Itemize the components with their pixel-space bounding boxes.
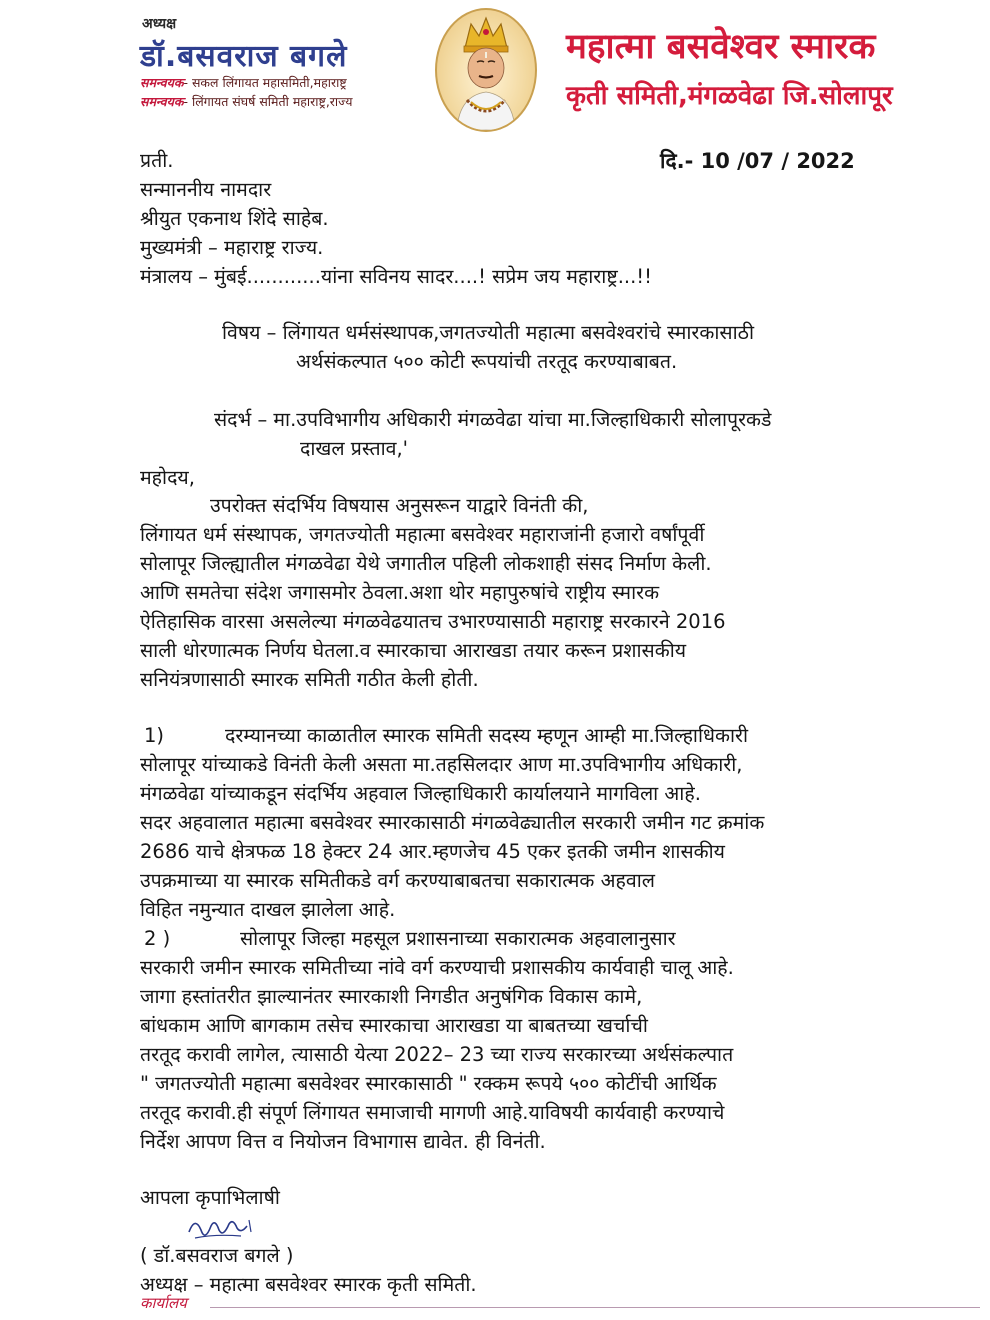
letter-date: दि.- 10 /07 / 2022 <box>660 149 855 173</box>
intro-line: सोलापूर जिल्ह्यातील मंगळवेढा येथे जगातील पहिली लोकशाही संसद निर्माण केली. <box>140 552 712 575</box>
point-2-number: 2 ) <box>144 927 171 950</box>
salutation: महोदय, <box>140 466 195 489</box>
reference-line: संदर्भ – मा.उपविभागीय अधिकारी मंगळवेढा यांचा मा.जिल्हाधिकारी सोलापूरकडे <box>214 408 772 431</box>
intro-line: आणि समतेचा संदेश जगासमोर ठेवला.अशा थोर महापुरुषांचे राष्ट्रीय स्मारक <box>140 581 660 604</box>
point-2-line: तरतूद करावी लागेल, त्यासाठी येत्या 2022– 23 च्या राज्य सरकारच्या अर्थसंकल्पात <box>140 1043 734 1066</box>
point-2-line: निर्देश आपण वित्त व नियोजन विभागास द्यावेत. ही विनंती. <box>140 1130 546 1153</box>
portrait-illustration <box>437 10 535 130</box>
point-2-line: " जगतज्योती महात्मा बसवेश्वर स्मारकासाठी " रक्कम रूपये ५०० कोटींची आर्थिक <box>140 1072 717 1095</box>
reference-line: दाखल प्रस्ताव,' <box>300 437 409 460</box>
recipient-line: मुख्यमंत्री – महाराष्ट्र राज्य. <box>140 236 324 259</box>
signatory-designation: अध्यक्ष – महात्मा बसवेश्वर स्मारक कृती समिती. <box>140 1273 477 1296</box>
point-1-line: सदर अहवालात महात्मा बसवेश्वर स्मारकासाठी मंगळवेढ्यातील सरकारी जमीन गट क्रमांक <box>140 811 765 834</box>
footer-divider <box>210 1307 980 1308</box>
point-2-line: तरतूद करावी.ही संपूर्ण लिंगायत समाजाची मागणी आहे.याविषयी कार्यवाही करण्याचे <box>140 1101 725 1124</box>
signatory-name: ( डॉ.बसवराज बगले ) <box>140 1244 294 1267</box>
point-1-line: 2686 याचे क्षेत्रफळ 18 हेक्टर 24 आर.म्हणजेच 45 एकर इतकी जमीन शासकीय <box>140 840 725 863</box>
intro-line: लिंगायत धर्म संस्थापक, जगतज्योती महात्मा बसवेश्वर महाराजांनी हजारो वर्षांपूर्वी <box>140 523 705 546</box>
subject-line: विषय – लिंगायत धर्मसंस्थापक,जगतज्योती महात्मा बसवेश्वरांचे स्मारकासाठी <box>222 321 755 344</box>
org-title-line-2: कृती समिती,मंगळवेढा जि.सोलापूर <box>566 81 893 111</box>
org-title-line-1: महात्मा बसवेश्वर स्मारक <box>566 27 876 67</box>
point-1-line: दरम्यानच्या काळातील स्मारक समिती सदस्य म्हणून आम्ही मा.जिल्हाधिकारी <box>225 724 749 747</box>
intro-line: उपरोक्त संदर्भिय विषयास अनुसरून याद्वारे विनंती की, <box>210 494 589 517</box>
subject-line: अर्थसंकल्पात ५०० कोटी रूपयांची तरतूद करण्याबाबत. <box>296 350 678 373</box>
coordinator-1-role: समन्वयक <box>140 75 184 90</box>
basaveshwar-portrait <box>435 8 537 132</box>
intro-line: ऐतिहासिक वारसा असलेल्या मंगळवेढयातच उभारण्यासाठी महाराष्ट्र सरकारने 2016 <box>140 610 726 633</box>
recipient-line: श्रीयुत एकनाथ शिंदे साहेब. <box>140 207 329 230</box>
recipient-line: मंत्रालय – मुंबई............यांना सविनय सादर....! सप्रेम जय महाराष्ट्र...!! <box>140 265 652 288</box>
president-name: डॉ.बसवराज बगले <box>140 39 348 74</box>
coordinator-line-1 <box>140 74 347 91</box>
coordinator-1-org: - सकल लिंगायत महासमिती,महाराष्ट्र <box>183 75 347 90</box>
point-2-line: बांधकाम आणि बागकाम तसेच स्मारकाचा आराखडा या बाबतच्या खर्चाची <box>140 1014 648 1037</box>
coordinator-line-2 <box>140 93 353 110</box>
intro-line: सनियंत्रणासाठी स्मारक समिती गठीत केली होती. <box>140 668 479 691</box>
point-1-line: सोलापूर यांच्याकडे विनंती केली असता मा.तहसिलदार आण मा.उपविभागीय अधिकारी, <box>140 753 743 776</box>
coordinator-2-role: समन्वयक <box>140 94 184 109</box>
point-1-line: मंगळवेढा यांच्याकडून संदर्भिय अहवाल जिल्हाधिकारी कार्यालयाने मागविला आहे. <box>140 782 701 805</box>
point-2-line: सोलापूर जिल्हा महसूल प्रशासनाच्या सकारात्मक अहवालानुसार <box>240 927 676 950</box>
president-label: अध्यक्ष <box>142 16 177 32</box>
point-1-line: विहित नमुन्यात दाखल झालेला आहे. <box>140 898 396 921</box>
point-2-line: सरकारी जमीन स्मारक समितीच्या नांवे वर्ग करण्याची प्रशासकीय कार्यवाही चालू आहे. <box>140 956 734 979</box>
to-label: प्रती. <box>140 149 174 172</box>
recipient-line: सन्माननीय नामदार <box>140 178 272 201</box>
point-1-number: 1) <box>144 724 165 747</box>
coordinator-2-org: - लिंगायत संघर्ष समिती महाराष्ट्र,राज्य <box>183 94 353 109</box>
point-2-line: जागा हस्तांतरीत झाल्यानंतर स्मारकाशी निगडीत अनुषंगिक विकास कामे, <box>140 985 643 1008</box>
intro-line: साली धोरणात्मक निर्णय घेतला.व स्मारकाचा आराखडा तयार करून प्रशासकीय <box>140 639 687 662</box>
closing: आपला कृपाभिलाषी <box>140 1186 280 1209</box>
point-1-line: उपक्रमाच्या या स्मारक समितीकडे वर्ग करण्याबाबतचा सकारात्मक अहवाल <box>140 869 655 892</box>
office-label: कार्यालय <box>140 1294 187 1312</box>
